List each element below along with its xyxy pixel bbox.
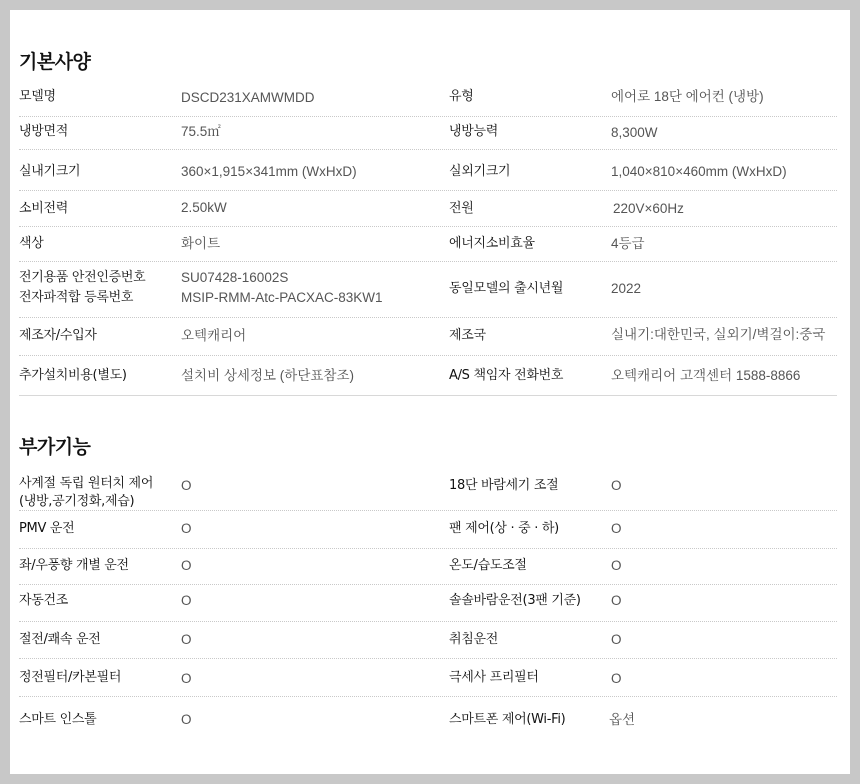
value-lr-airflow: O	[181, 558, 192, 573]
label-indoor-size: 실내기크기	[19, 164, 81, 179]
label-power-consumption: 소비전력	[19, 201, 69, 216]
value-power-save: O	[181, 632, 192, 647]
value-safety-cert: SU07428-16002S	[181, 270, 289, 285]
label-cooling-area: 냉방면적	[19, 124, 69, 139]
label-country: 제조국	[449, 328, 486, 343]
label-smart-install: 스마트 인스톨	[19, 712, 97, 727]
label-outdoor-size: 실외기크기	[449, 164, 511, 179]
label-power-save: 절전/쾌속 운전	[19, 632, 101, 647]
spec-row-model	[19, 87, 837, 117]
label-onetouch: 사계절 독립 원터치 제어 (냉방,공기정화,제습)	[19, 476, 154, 509]
label-lr-airflow: 좌/우풍향 개별 운전	[19, 558, 129, 573]
value-energy-efficiency: 4등급	[611, 236, 645, 251]
label-safety-cert: 전기용품 안전인증번호	[19, 270, 146, 285]
value-certification	[181, 268, 383, 308]
feature-row-3	[19, 549, 837, 585]
value-18-speed: O	[611, 478, 622, 493]
value-filter: O	[181, 671, 192, 686]
label-color: 색상	[19, 236, 44, 251]
spec-row-color	[19, 227, 837, 262]
feature-row-4	[19, 585, 837, 622]
label-pmv: PMV 운전	[19, 521, 75, 536]
value-color: 화이트	[181, 236, 221, 251]
feature-row-1	[19, 473, 837, 511]
label-filter: 정전필터/카본필터	[19, 670, 122, 685]
value-auto-dry: O	[181, 593, 192, 608]
value-temp-humidity: O	[611, 558, 622, 573]
spec-row-power-consumption	[19, 191, 837, 227]
value-onetouch: O	[181, 478, 192, 493]
value-cooling-area: 75.5㎡	[181, 124, 221, 139]
value-emc-reg: MSIP-RMM-Atc-PACXAC-83KW1	[181, 290, 383, 305]
label-manufacturer: 제조자/수입자	[19, 328, 97, 343]
spec-row-indoor-size	[19, 150, 837, 191]
spec-row-cooling-area	[19, 117, 837, 150]
feature-row-6	[19, 659, 837, 697]
value-wifi: 옵션	[609, 712, 636, 727]
label-release-date: 동일모델의 출시년월	[449, 281, 564, 296]
spec-row-certification	[19, 262, 837, 318]
feature-row-7	[19, 697, 837, 744]
label-18-speed: 18단 바람세기 조절	[449, 478, 559, 493]
value-indoor-size: 360×1,915×341mm (WxHxD)	[181, 164, 357, 179]
label-temp-humidity: 온도/습도조절	[449, 558, 527, 573]
label-as-contact: A/S 책임자 전화번호	[449, 368, 564, 383]
value-prefilter: O	[611, 671, 622, 686]
value-manufacturer: 오텍캐리어	[181, 328, 247, 343]
value-release-date: 2022	[611, 281, 642, 296]
label-install-cost: 추가설치비용(별도)	[19, 368, 127, 383]
label-type: 유형	[449, 89, 474, 104]
label-fan-control: 팬 제어(상 · 중 · 하)	[449, 521, 559, 536]
label-auto-dry: 자동건조	[19, 593, 69, 608]
value-smart-install: O	[181, 712, 192, 727]
value-model: DSCD231XAMWMDD	[181, 90, 315, 105]
extra-features-title: 부가기능	[19, 436, 91, 458]
value-as-contact: 오텍캐리어 고객센터 1588-8866	[611, 368, 801, 383]
basic-spec-title: 기본사양	[19, 51, 91, 73]
value-cooling-capacity: 8,300W	[611, 125, 658, 140]
value-power-supply: 220V×60Hz	[613, 201, 684, 216]
spec-row-install-cost	[19, 356, 837, 396]
value-pmv: O	[181, 521, 192, 536]
value-install-cost: 설치비 상세정보 (하단표참조)	[181, 368, 354, 383]
feature-row-5	[19, 622, 837, 659]
value-country: 실내기:대한민국, 실외기/벽걸이:중국	[611, 327, 826, 342]
label-cooling-capacity: 냉방능력	[449, 124, 499, 139]
value-outdoor-size: 1,040×810×460mm (WxHxD)	[611, 164, 787, 179]
value-power-consumption: 2.50kW	[181, 200, 227, 215]
spec-row-manufacturer	[19, 318, 837, 356]
value-sleep: O	[611, 632, 622, 647]
label-certification	[19, 268, 145, 308]
label-prefilter: 극세사 프리필터	[449, 670, 539, 685]
label-sleep: 취침운전	[449, 632, 499, 647]
label-model: 모델명	[19, 89, 56, 104]
value-type: 에어로 18단 에어컨 (냉방)	[611, 89, 764, 104]
label-emc-reg: 전자파적합 등록번호	[19, 290, 134, 305]
label-breeze: 솔솔바람운전(3팬 기준)	[449, 593, 581, 608]
label-wifi: 스마트폰 제어(Wi-Fi)	[449, 712, 566, 727]
feature-row-2	[19, 511, 837, 549]
label-energy-efficiency: 에너지소비효율	[449, 236, 535, 251]
label-power-supply: 전원	[449, 201, 474, 216]
value-fan-control: O	[611, 521, 622, 536]
value-breeze: O	[611, 593, 622, 608]
